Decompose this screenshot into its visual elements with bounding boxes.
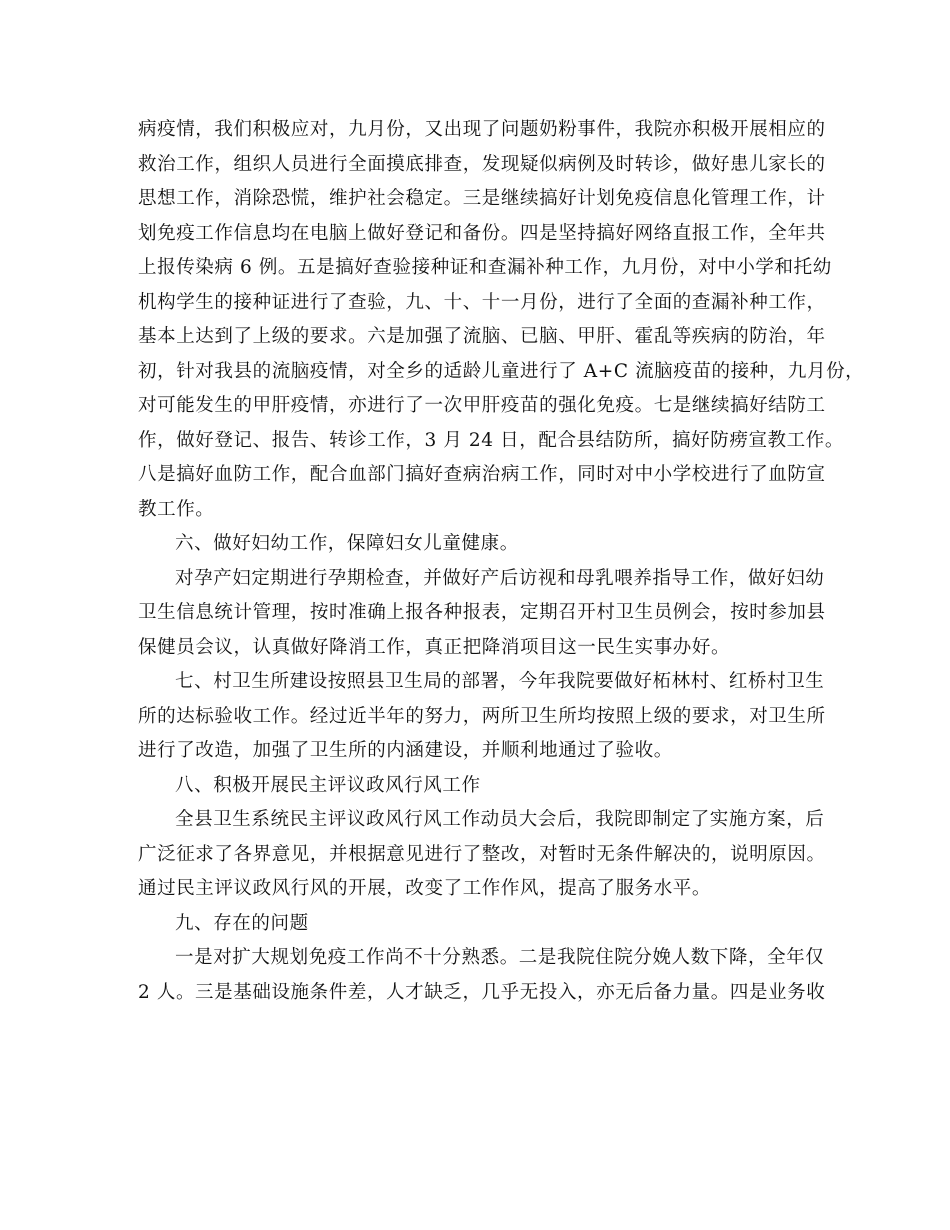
text-line: 病疫情，我们积极应对，九月份，又出现了问题奶粉事件，我院亦积极开展相应的 [138, 119, 826, 140]
paragraph-start: 全县卫生系统民主评议政风行风工作动员大会后，我院即制定了实施方案，后 [175, 809, 825, 830]
section-heading: 六、做好妇幼工作，保障妇女儿童健康。 [175, 533, 519, 554]
document-body [138, 113, 865, 1010]
text-line: 划免疫工作信息均在电脑上做好登记和备份。四是坚持搞好网络直报工作，全年共 [138, 222, 826, 244]
text-line: 救治工作，组织人员进行全面摸底排查，发现疑似病例及时转诊，做好患儿家长的 [138, 153, 826, 175]
paragraph-start: 七、村卫生所建设按照县卫生局的部署，今年我院要做好柘林村、红桥村卫生 [175, 671, 825, 692]
text-line: 机构学生的接种证进行了查验，九、十、十一月份，进行了全面的查漏补种工作， [138, 291, 826, 313]
text-line: 进行了改造，加强了卫生所的内涵建设，并顺利地通过了验收。 [138, 740, 673, 761]
text-line: 作，做好登记、报告、转诊工作，3 月 24 日，配合县结防所，搞好防痨宣教工作。 [138, 429, 844, 451]
section-heading: 八、积极开展民主评议政风行风工作 [175, 774, 481, 796]
text-line: 保健员会议，认真做好降消工作，真正把降消项目这一民生实事办好。 [138, 636, 731, 658]
text-line: 卫生信息统计管理，按时准确上报各种报表，定期召开村卫生员例会，按时参加县 [138, 602, 826, 623]
text-line: 2 人。三是基础设施条件差，人才缺乏，几乎无投入，亦无后备力量。四是业务收 [138, 981, 826, 1003]
text-line: 对可能发生的甲肝疫情，亦进行了一次甲肝疫苗的强化免疫。七是继续搞好结防工 [138, 395, 826, 416]
text-line: 上报传染病 6 例。五是搞好查验接种证和查漏补种工作，九月份，对中小学和托幼 [138, 257, 832, 278]
paragraph-start: 一是对扩大规划免疫工作尚不十分熟悉。二是我院住院分娩人数下降，全年仅 [175, 947, 825, 968]
text-line: 广泛征求了各界意见，并根据意见进行了整改，对暂时无条件解决的，说明原因。 [138, 843, 826, 865]
paragraph-start: 对孕产妇定期进行孕期检查，并做好产后访视和母乳喂养指导工作，做好妇幼 [175, 567, 825, 589]
text-line: 教工作。 [138, 498, 215, 520]
text-line: 八是搞好血防工作，配合血部门搞好查病治病工作，同时对中小学校进行了血防宣 [138, 464, 826, 485]
section-heading: 九、存在的问题 [175, 912, 309, 934]
text-line: 初，针对我县的流脑疫情，对全乡的适龄儿童进行了 A+C 流脑疫苗的接种，九月份， [138, 360, 865, 382]
text-line: 通过民主评议政风行风的开展，改变了工作作风，提高了服务水平。 [138, 878, 712, 899]
text-line: 思想工作，消除恐慌，维护社会稳定。三是继续搞好计划免疫信息化管理工作，计 [138, 188, 826, 209]
text-line: 基本上达到了上级的要求。六是加强了流脑、已脑、甲肝、霍乱等疾病的防治，年 [138, 326, 826, 347]
text-line: 所的达标验收工作。经过近半年的努力，两所卫生所均按照上级的要求，对卫生所 [138, 705, 826, 727]
